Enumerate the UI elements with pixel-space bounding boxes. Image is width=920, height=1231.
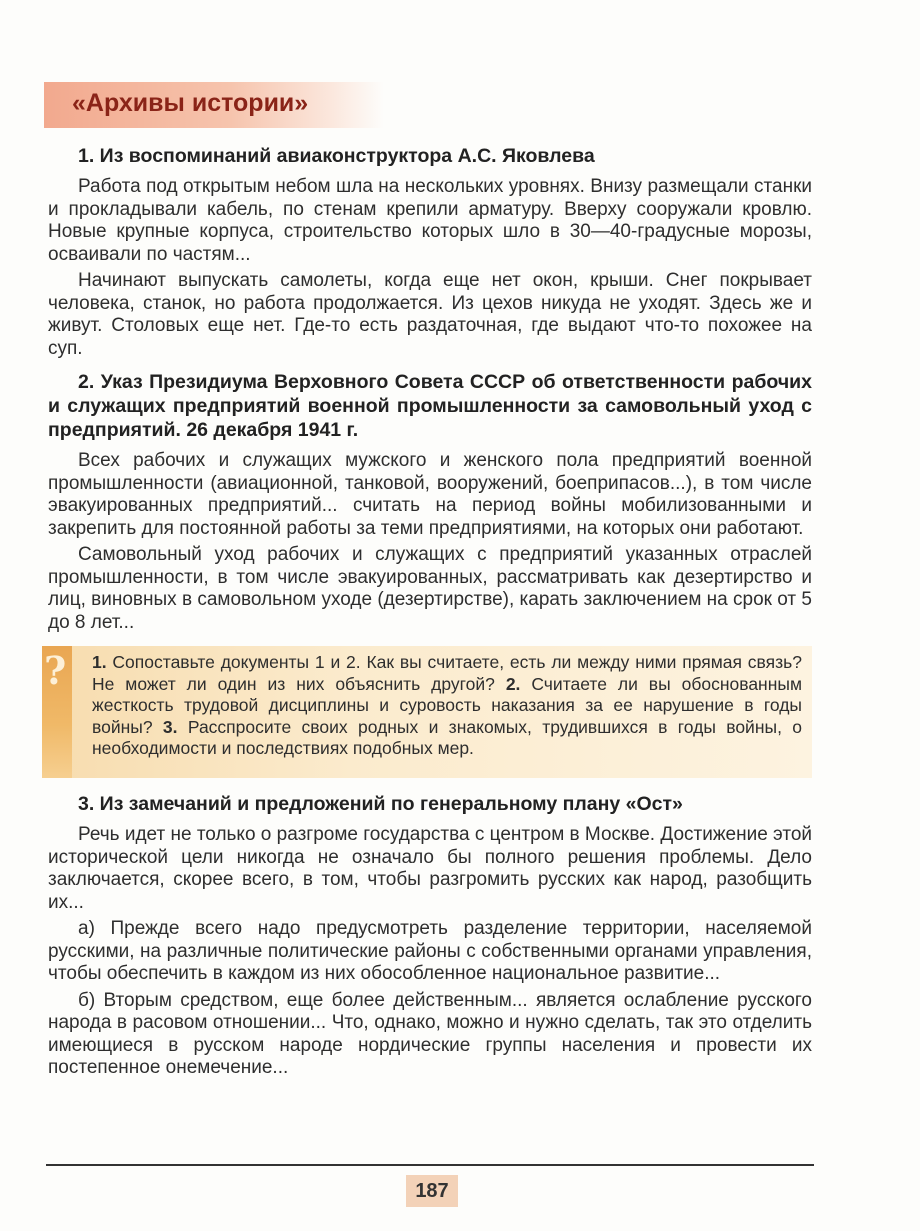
question-1-number: 1. [92,652,107,672]
page-number: 187 [406,1175,458,1207]
document-2-paragraph: Всех рабочих и служащих мужского и женского пола предприятий военной промышленности (авиационной, танковой, вооружений, боеприпасов...), в том числе эвакуированных предприятий... считать на период войны мобилизованными и закрепить для постоянной работы за теми предприятиями, на которых они работают. [48,450,812,539]
banner-title: «Архивы истории» [72,89,309,117]
questions-text [42,646,812,766]
question-3-text: Расспросите своих родных и знакомых, трудившихся в годы войны, о необходимости и последствиях подобных мер. [92,716,802,758]
questions-box [42,646,812,778]
page-content [44,144,812,1084]
document-3-paragraph: а) Прежде всего надо предусмотреть разделение территории, населяемой русскими, на различные политические районы с собственными органами управления, чтобы обеспечить в каждом из них обособленное национальное развитие... [48,918,812,984]
document-1-paragraph: Работа под открытым небом шла на нескольких уровнях. Внизу размещали станки и прокладывали кабель, по стенам крепили арматуру. Вверху сооружали кровлю. Новые крупные корпуса, строительство которых шло в 30—40-градусные морозы, осваивали по частям... [48,176,812,265]
document-2-heading: 2. Указ Президиума Верховного Совета СССР об ответственности рабочих и служащих предприятий военной промышленности за самовольный уход с предприятий. 26 декабря 1941 г. [48,371,812,441]
document-3-paragraph: Речь идет не только о разгроме государства с центром в Москве. Достижение этой исторической цели никогда не означало бы полного решения проблемы. Дело заключается, скорее всего, в том, чтобы разгромить русских как народ, разобщить их... [48,824,812,913]
question-1-text: Сопоставьте документы 1 и 2. Как вы считаете, есть ли между ними прямая связь? Не может ли один из них объяснить другой? [92,652,802,694]
document-3-heading: 3. Из замечаний и предложений по генеральному плану «Ост» [78,793,683,815]
question-mark-icon: ? [44,648,67,693]
questions-strip [42,646,72,778]
question-2-number: 2. [505,673,521,694]
document-2-paragraph: Самовольный уход рабочих и служащих с предприятий указанных отраслей промышленности, в том числе эвакуированных, рассматривать как дезертирство и лиц, виновных в самовольном уходе (дезертирстве), карать заключением на срок от 5 до 8 лет... [48,544,812,633]
question-3-number: 3. [162,716,178,737]
document-1-paragraph: Начинают выпускать самолеты, когда еще нет окон, крыши. Снег покрывает человека, станок, но работа продолжается. Из цехов никуда не уходят. Здесь же и живут. Столовых еще нет. Где-то есть раздаточная, где выдают что-то похожее на суп. [48,270,812,359]
footer-divider [46,1164,814,1166]
question-2-text: Считаете ли вы обоснованным жесткость трудовой дисциплины и суровость наказания за ее нарушение в годы войны? [92,673,802,737]
document-1-heading: 1. Из воспоминаний авиаконструктора А.С. Яковлева [78,145,595,167]
document-3-paragraph: б) Вторым средством, еще более действенным... является ослабление русского народа в расовом отношении... Что, однако, можно и нужно сделать, так это отделить имеющиеся в русском народе нордические группы населения и провести их постепенное онемечение... [48,989,812,1078]
section-banner [44,82,384,128]
